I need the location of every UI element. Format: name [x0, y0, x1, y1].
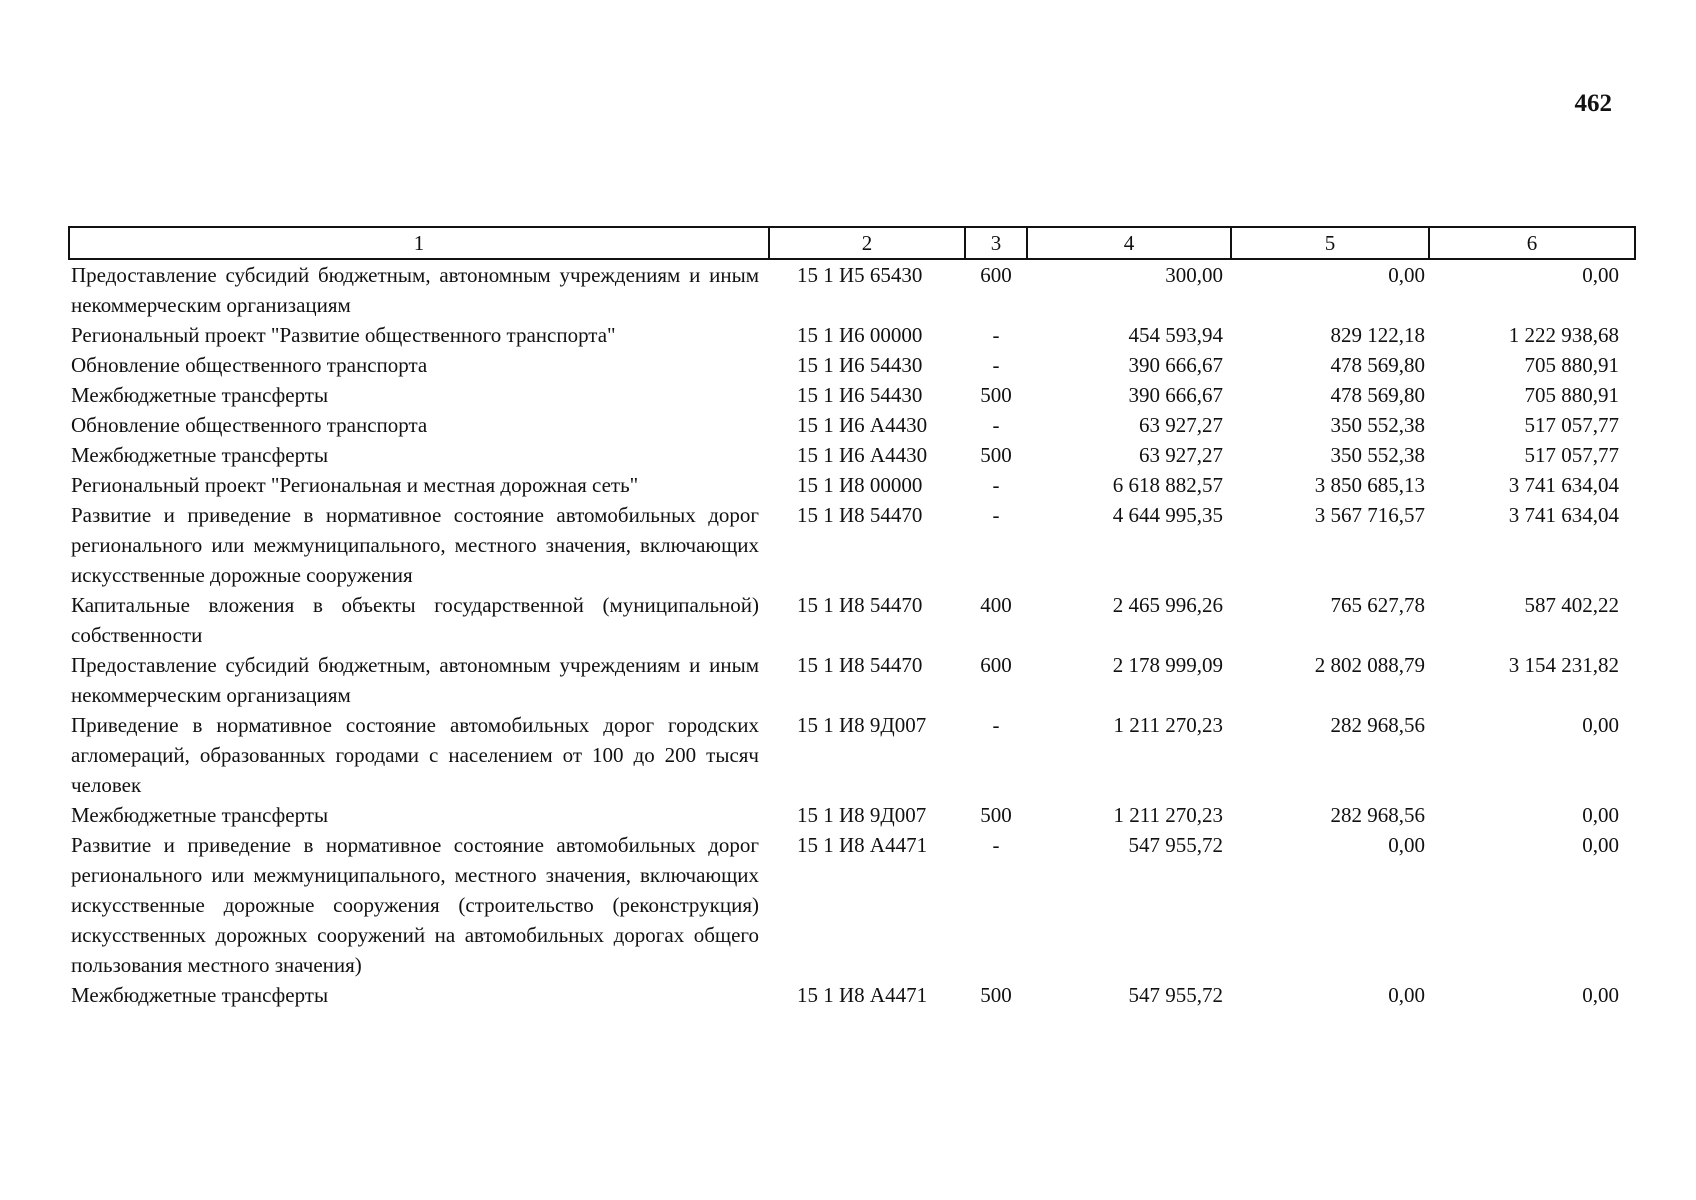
expense-type: 600	[980, 263, 1012, 287]
header-row	[69, 227, 1635, 259]
amount-col-6: 0,00	[1582, 833, 1619, 857]
item-name: Развитие и приведение в нормативное состояние автомобильных дорог регионального или межмуниципального, местного значения, включающих искусственные дорожные сооружения	[71, 503, 759, 587]
amount-col-5: 282 968,56	[1330, 713, 1425, 737]
expense-type: -	[992, 713, 1000, 737]
amount-col-6: 3 154 231,82	[1508, 653, 1619, 677]
amount-col-6: 1 222 938,68	[1508, 323, 1619, 347]
amount-col-4: 6 618 882,57	[1112, 473, 1223, 497]
item-code: 15 1 И6 54430	[797, 353, 923, 377]
item-code: 15 1 И6 54430	[797, 383, 923, 407]
column-header-4: 4	[1027, 227, 1231, 259]
item-code: 15 1 И8 А4471	[797, 983, 928, 1007]
page-number: 462	[1574, 90, 1612, 117]
amount-col-4: 4 644 995,35	[1112, 503, 1223, 527]
item-code: 15 1 И8 А4471	[797, 833, 928, 857]
column-header-6: 6	[1429, 227, 1635, 259]
table-row	[69, 800, 1635, 830]
expense-type: 500	[980, 383, 1012, 407]
item-name: Межбюджетные трансферты	[71, 803, 329, 827]
amount-col-5: 0,00	[1388, 833, 1425, 857]
item-name: Предоставление субсидий бюджетным, автономным учреждениям и иным некоммерческим организациям	[71, 263, 759, 317]
table-row	[69, 980, 1635, 1010]
table-row	[69, 470, 1635, 500]
amount-col-5: 478 569,80	[1330, 383, 1425, 407]
item-code: 15 1 И6 А4430	[797, 413, 928, 437]
amount-col-4: 547 955,72	[1128, 983, 1223, 1007]
amount-col-4: 547 955,72	[1128, 833, 1223, 857]
item-name: Межбюджетные трансферты	[71, 983, 329, 1007]
item-name: Обновление общественного транспорта	[71, 353, 428, 377]
expense-type: 600	[980, 653, 1012, 677]
item-name: Предоставление субсидий бюджетным, автономным учреждениям и иным некоммерческим организациям	[71, 653, 759, 707]
item-code: 15 1 И8 00000	[797, 473, 923, 497]
amount-col-6: 3 741 634,04	[1508, 503, 1619, 527]
item-name: Обновление общественного транспорта	[71, 413, 428, 437]
item-code: 15 1 И8 54470	[797, 593, 923, 617]
amount-col-4: 1 211 270,23	[1113, 803, 1223, 827]
item-code: 15 1 И8 9Д007	[797, 713, 927, 737]
table-row	[69, 259, 1635, 320]
table-row	[69, 350, 1635, 380]
amount-col-4: 63 927,27	[1139, 443, 1223, 467]
amount-col-6: 517 057,77	[1524, 443, 1619, 467]
amount-col-5: 3 567 716,57	[1314, 503, 1425, 527]
amount-col-5: 765 627,78	[1330, 593, 1425, 617]
expense-type: -	[992, 323, 1000, 347]
amount-col-5: 0,00	[1388, 263, 1425, 287]
expense-type: -	[992, 473, 1000, 497]
expense-type: 500	[980, 983, 1012, 1007]
amount-col-6: 0,00	[1582, 803, 1619, 827]
column-header-1: 1	[69, 227, 769, 259]
item-name: Региональный проект "Региональная и местная дорожная сеть"	[71, 473, 639, 497]
amount-col-4: 390 666,67	[1128, 353, 1223, 377]
amount-col-5: 350 552,38	[1330, 413, 1425, 437]
column-header-3: 3	[965, 227, 1027, 259]
expense-type: -	[992, 833, 1000, 857]
item-code: 15 1 И5 65430	[797, 263, 923, 287]
table-row	[69, 830, 1635, 980]
expense-type: 500	[980, 803, 1012, 827]
amount-col-6: 0,00	[1582, 713, 1619, 737]
amount-col-5: 350 552,38	[1330, 443, 1425, 467]
expense-type: -	[992, 413, 1000, 437]
amount-col-6: 3 741 634,04	[1508, 473, 1619, 497]
amount-col-4: 300,00	[1165, 263, 1223, 287]
amount-col-6: 705 880,91	[1524, 383, 1619, 407]
table-row	[69, 440, 1635, 470]
amount-col-6: 587 402,22	[1524, 593, 1619, 617]
amount-col-6: 517 057,77	[1524, 413, 1619, 437]
item-name: Приведение в нормативное состояние автомобильных дорог городских агломераций, образованных городами с населением от 100 до 200 тысяч человек	[71, 713, 759, 797]
amount-col-4: 454 593,94	[1128, 323, 1223, 347]
expense-type: -	[992, 353, 1000, 377]
column-header-2: 2	[769, 227, 965, 259]
item-name: Развитие и приведение в нормативное состояние автомобильных дорог регионального или межмуниципального, местного значения, включающих искусственные дорожные сооружения (строительство (реконструкция) искусственных дорожных сооружений на автомобильных дорогах общего пользования местного значения)	[71, 833, 759, 977]
item-name: Межбюджетные трансферты	[71, 383, 329, 407]
column-header-5: 5	[1231, 227, 1429, 259]
amount-col-5: 829 122,18	[1330, 323, 1425, 347]
amount-col-4: 2 465 996,26	[1112, 593, 1223, 617]
amount-col-6: 0,00	[1582, 263, 1619, 287]
item-name: Межбюджетные трансферты	[71, 443, 329, 467]
item-name: Региональный проект "Развитие общественного транспорта"	[71, 323, 616, 347]
amount-col-5: 0,00	[1388, 983, 1425, 1007]
expense-type: -	[992, 503, 1000, 527]
table-row	[69, 710, 1635, 800]
table-row	[69, 650, 1635, 710]
amount-col-5: 3 850 685,13	[1314, 473, 1425, 497]
budget-table	[68, 226, 1636, 1010]
expense-type: 400	[980, 593, 1012, 617]
amount-col-4: 390 666,67	[1128, 383, 1223, 407]
table-body	[69, 259, 1635, 1010]
table-row	[69, 410, 1635, 440]
item-code: 15 1 И8 9Д007	[797, 803, 927, 827]
amount-col-6: 705 880,91	[1524, 353, 1619, 377]
item-code: 15 1 И8 54470	[797, 503, 923, 527]
item-code: 15 1 И6 А4430	[797, 443, 928, 467]
table-row	[69, 500, 1635, 590]
item-code: 15 1 И6 00000	[797, 323, 923, 347]
table-row	[69, 590, 1635, 650]
amount-col-5: 2 802 088,79	[1314, 653, 1425, 677]
amount-col-4: 2 178 999,09	[1112, 653, 1223, 677]
amount-col-5: 478 569,80	[1330, 353, 1425, 377]
amount-col-6: 0,00	[1582, 983, 1619, 1007]
amount-col-5: 282 968,56	[1330, 803, 1425, 827]
table-row	[69, 320, 1635, 350]
amount-col-4: 63 927,27	[1139, 413, 1223, 437]
table-row	[69, 380, 1635, 410]
amount-col-4: 1 211 270,23	[1113, 713, 1223, 737]
item-code: 15 1 И8 54470	[797, 653, 923, 677]
expense-type: 500	[980, 443, 1012, 467]
item-name: Капитальные вложения в объекты государственной (муниципальной) собственности	[71, 593, 759, 647]
